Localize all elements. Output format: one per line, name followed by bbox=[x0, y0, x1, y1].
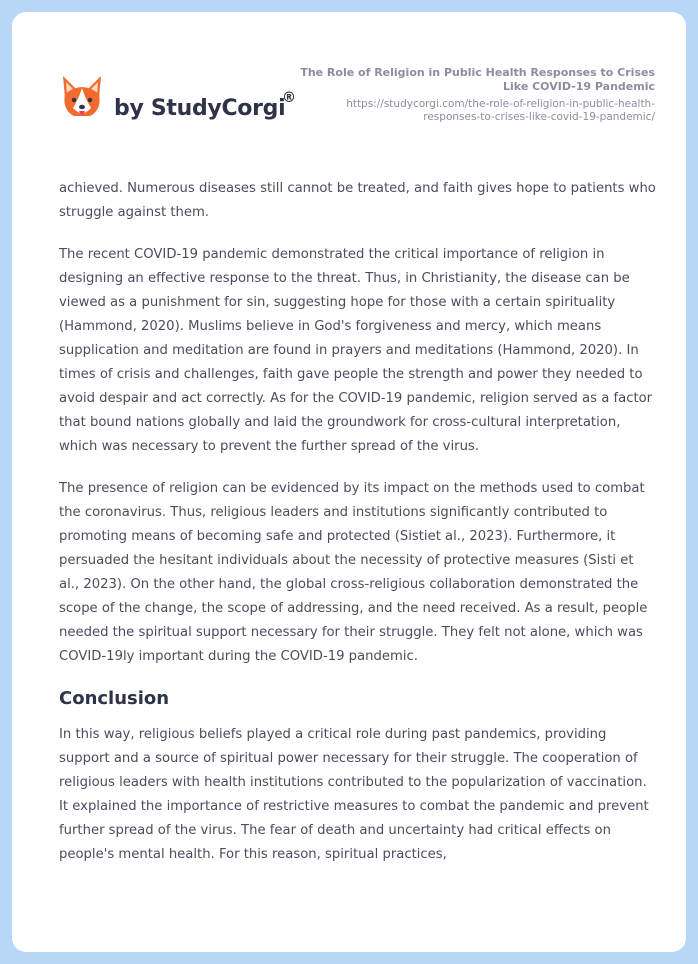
studycorgi-logo[interactable] bbox=[60, 74, 310, 134]
conclusion-heading: Conclusion bbox=[59, 688, 170, 709]
corgi-icon bbox=[60, 74, 104, 122]
document-page bbox=[12, 12, 686, 952]
document-body bbox=[59, 177, 657, 885]
document-meta bbox=[295, 66, 655, 124]
paragraph: The recent COVID-19 pandemic demonstrated the critical importance of religion in designing an effective response to the threat. Thus, in Christianity, the disease can be viewed as a punishment for sin, suggesting hope for those with a certain spirituality (Hammond, 2020). Muslims believe in God's forgiveness and mercy, which means supplication and meditation are found in prayers and meditations (Hammond, 2020). In times of crisis and challenges, faith gave people the strength and power they needed to avoid despair and act correctly. As for the COVID-19 pandemic, religion served as a factor that bound nations globally and laid the groundwork for cross-cultural interpretation, which was necessary to prevent the further spread of the virus. bbox=[59, 247, 653, 454]
document-url[interactable]: https://studycorgi.com/the-role-of-religion-in-public-health-responses-to-crises-like-covid-19-pandemic/ bbox=[346, 98, 655, 123]
paragraph: The presence of religion can be evidenced by its impact on the methods used to combat the coronavirus. Thus, religious leaders and institutions significantly contributed to promoting means of becoming safe and protected (Sistiet al., 2023). Furthermore, it persuaded the hesitant individuals about the necessity of protective measures (Sisti et al., 2023). On the other hand, the global cross-religious collaboration demonstrated the scope of the change, the scope of addressing, and the need received. As a result, people needed the spiritual support necessary for their struggle. They felt not alone, which was COVID-19ly important during the COVID-19 pandemic. bbox=[59, 481, 648, 664]
document-title: The Role of Religion in Public Health Responses to Crises Like COVID-19 Pandemic bbox=[300, 66, 655, 93]
brand-name: by StudyCorgi bbox=[114, 96, 286, 121]
registered-mark: ® bbox=[282, 90, 296, 106]
conclusion-paragraph: In this way, religious beliefs played a critical role during past pandemics, providing support and a source of spiritual power necessary for their struggle. The cooperation of religious leaders with health institutions contributed to the popularization of vaccination. It explained the importance of restrictive measures to combat the pandemic and prevent further spread of the virus. The fear of death and uncertainty had critical effects on people's mental health. For this reason, spiritual practices, bbox=[59, 727, 649, 862]
page-header bbox=[12, 12, 686, 152]
paragraph: achieved. Numerous diseases still cannot be treated, and faith gives hope to patients who struggle against them. bbox=[59, 181, 656, 220]
